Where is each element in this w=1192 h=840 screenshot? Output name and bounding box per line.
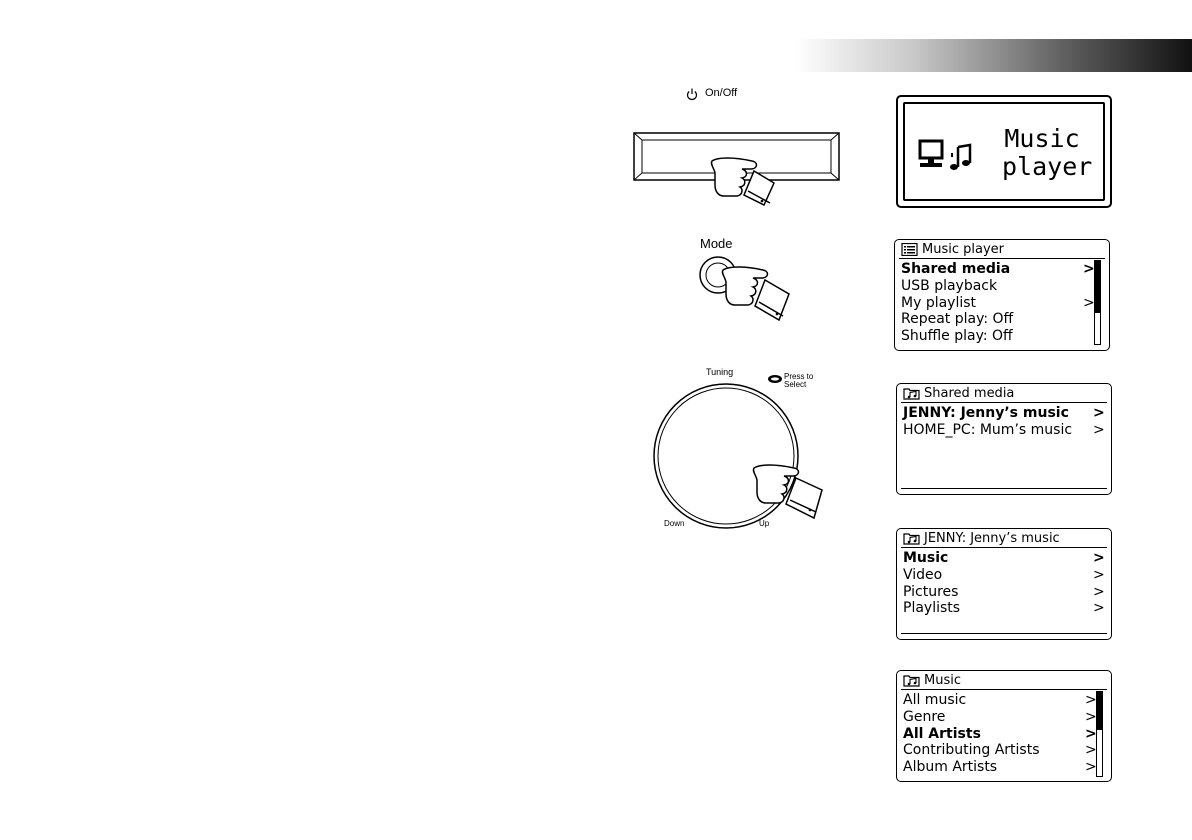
chevron-right-icon: >: [1093, 421, 1105, 438]
lcd-title-bar: [903, 672, 1107, 689]
onoff-button-press-illustration: [630, 125, 845, 215]
pointing-hand-icon: [722, 267, 789, 320]
select-label: Select: [784, 380, 807, 389]
lcd-screen-jenny-music: [896, 528, 1112, 640]
onoff-label: On/Off: [705, 87, 738, 99]
power-icon: [686, 88, 698, 101]
chevron-right-icon: >: [1093, 566, 1105, 583]
chevron-right-icon: >: [1083, 261, 1095, 277]
header-gradient-band: [795, 39, 1192, 72]
menu-item[interactable]: HOME_PC: Mum’s music: [903, 421, 1073, 438]
lcd-title-rule: [899, 258, 1105, 259]
lcd-title-rule: [901, 689, 1107, 690]
lcd-title: Music player: [922, 242, 1004, 257]
menu-item[interactable]: All Artists: [903, 725, 981, 742]
lcd-title: Music: [924, 673, 961, 688]
chevron-right-icon: >: [1085, 742, 1097, 759]
menu-item[interactable]: All music: [903, 692, 967, 708]
lcd-title-rule: [901, 402, 1107, 403]
splash-line2: player: [1002, 152, 1093, 181]
tuning-label: Tuning: [706, 367, 734, 377]
chevron-right-icon: >: [1085, 759, 1097, 776]
lcd-screen-shared-media: [896, 383, 1112, 495]
menu-item[interactable]: My playlist: [901, 294, 977, 311]
menu-item[interactable]: USB playback: [901, 277, 998, 294]
scrollbar[interactable]: [1094, 260, 1101, 345]
menu-item[interactable]: Album Artists: [903, 759, 998, 776]
chevron-right-icon: >: [1085, 708, 1097, 725]
chevron-right-icon: >: [1085, 692, 1097, 708]
lcd-title: Shared media: [924, 386, 1015, 401]
lcd-title: JENNY: Jenny’s music: [924, 531, 1060, 546]
lcd-screen-music-player-splash: [896, 95, 1112, 208]
up-label: Up: [759, 519, 770, 528]
menu-item[interactable]: Playlists: [903, 600, 961, 617]
chevron-right-icon: >: [1083, 294, 1095, 311]
chevron-right-icon: >: [1085, 725, 1097, 742]
menu-item[interactable]: JENNY: Jenny’s music: [903, 405, 1069, 421]
menu-item[interactable]: Genre: [903, 708, 946, 725]
lcd-bottom-rule: [901, 633, 1107, 634]
lcd-title-bar: [903, 385, 1107, 402]
onoff-label-group: [686, 87, 756, 103]
menu-item[interactable]: Contributing Artists: [903, 742, 1040, 759]
down-label: Down: [664, 519, 685, 528]
splash-line1: Music: [1004, 124, 1080, 153]
tuning-dial: [650, 380, 830, 530]
menu-item[interactable]: Music: [903, 550, 949, 566]
lcd-bottom-rule: [901, 488, 1107, 489]
music-folder-icon: [903, 674, 921, 687]
chevron-right-icon: >: [1093, 583, 1105, 600]
menu-item[interactable]: Repeat play: Off: [901, 311, 1014, 328]
music-note-icon: [948, 143, 974, 171]
list-menu-icon: [901, 243, 919, 256]
menu-item[interactable]: Pictures: [903, 583, 959, 600]
lcd-title-bar: [903, 530, 1107, 547]
lcd-title-bar: [901, 241, 1105, 258]
lcd-title-rule: [901, 547, 1107, 548]
scrollbar-thumb[interactable]: [1095, 261, 1100, 313]
lcd-screen-music-player-menu: [894, 239, 1110, 351]
mode-button-press-illustration: [695, 252, 825, 340]
chevron-right-icon: >: [1093, 405, 1105, 421]
music-folder-icon: [903, 532, 921, 545]
music-folder-icon: [903, 387, 921, 400]
mode-label: Mode: [700, 236, 733, 251]
lcd-screen-music: [896, 670, 1112, 782]
menu-item[interactable]: Shuffle play: Off: [901, 328, 1013, 345]
press-to-label: Press to: [784, 372, 814, 381]
computer-icon: [918, 139, 948, 171]
menu-item[interactable]: Shared media: [901, 261, 1011, 277]
chevron-right-icon: >: [1093, 550, 1105, 566]
scrollbar-thumb[interactable]: [1097, 692, 1102, 730]
chevron-right-icon: >: [1093, 600, 1105, 617]
scrollbar[interactable]: [1096, 691, 1103, 777]
menu-item[interactable]: Video: [903, 566, 943, 583]
